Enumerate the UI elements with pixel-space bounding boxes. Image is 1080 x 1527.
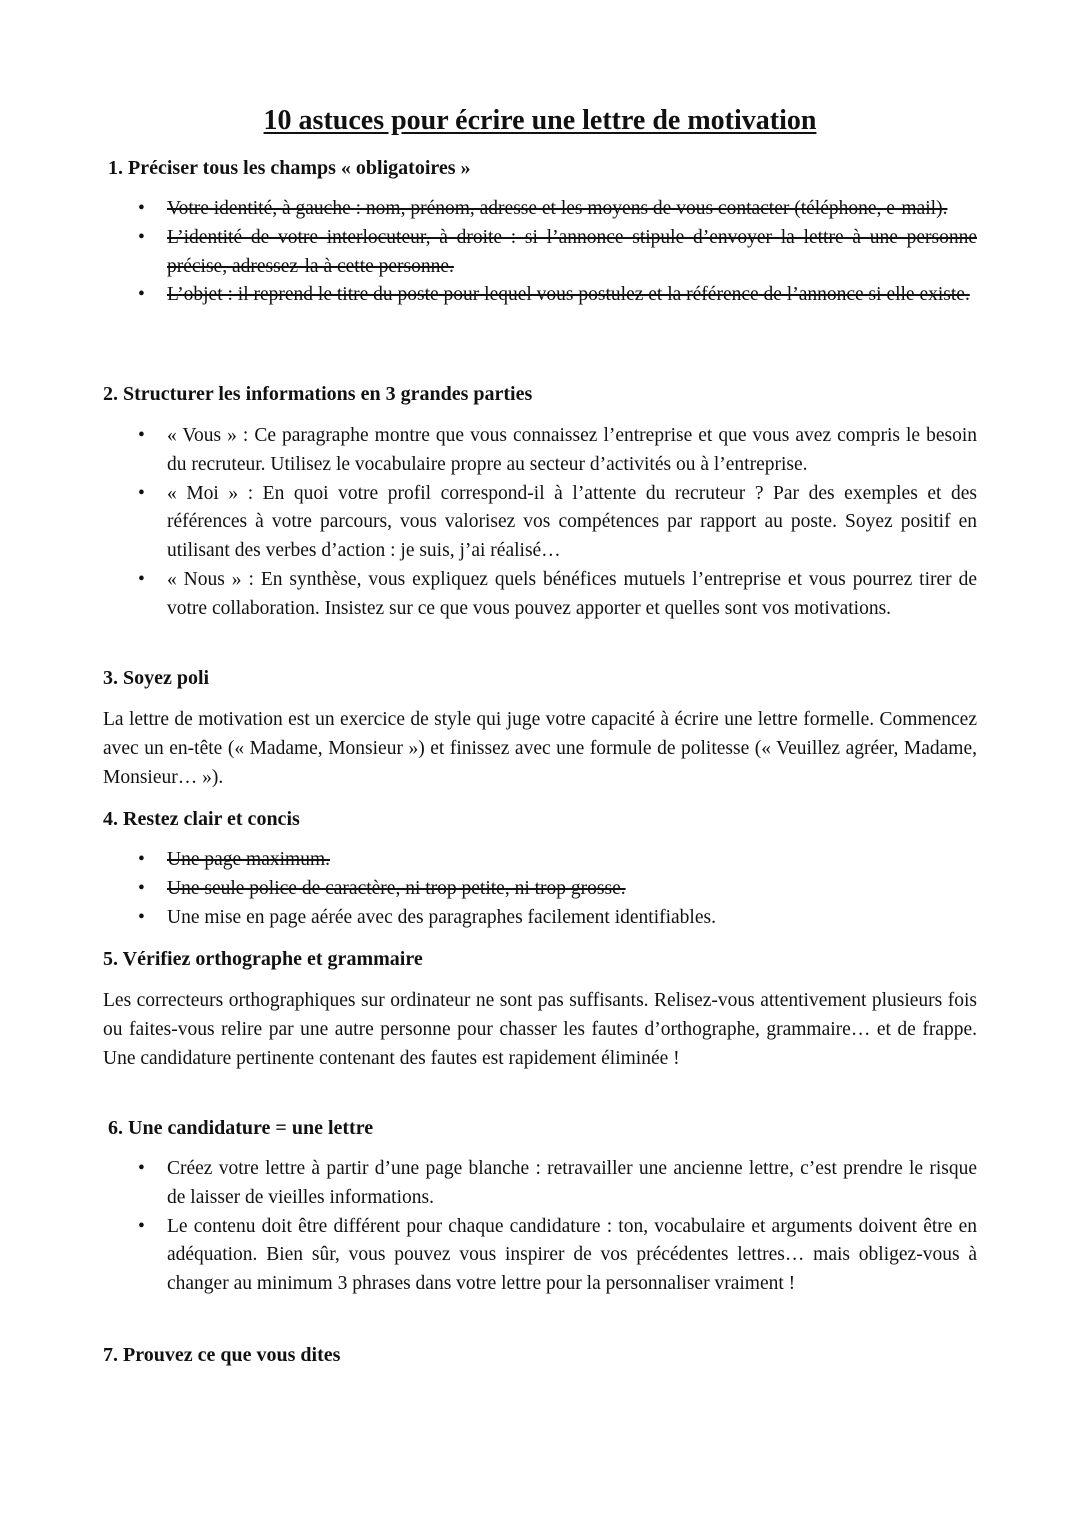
list-item: • Une mise en page aérée avec des paragraphes facilement identifiables. xyxy=(138,904,977,933)
list-item: • Votre identité, à gauche : nom, prénom, adresse et les moyens de vous contacter (téléphone, e-mail). xyxy=(138,195,977,224)
section-4-list xyxy=(138,846,977,932)
section-5-heading: 5. Vérifiez orthographe et grammaire xyxy=(103,948,423,970)
section-2-heading: 2. Structurer les informations en 3 grandes parties xyxy=(103,383,533,405)
list-item: • « Nous » : En synthèse, vous expliquez quels bénéfices mutuels l’entreprise et vous pourrez tirer de votre collaboration. Insistez sur ce que vous pouvez apporter et quelles sont vos motivations. xyxy=(138,566,977,624)
list-item: • Une page maximum. xyxy=(138,846,977,875)
list-item: • Une seule police de caractère, ni trop petite, ni trop grosse. xyxy=(138,875,977,904)
section-3-heading: 3. Soyez poli xyxy=(103,667,210,689)
page-title: 10 astuces pour écrire une lettre de motivation xyxy=(263,105,817,136)
section-6-heading: 6. Une candidature = une lettre xyxy=(108,1117,374,1139)
section-3-paragraph: La lettre de motivation est un exercice de style qui juge votre capacité à écrire une lettre formelle. Commencez avec un en-tête (« Madame, Monsieur ») et finissez avec une formule de politesse (« Veuillez agréer, Madame, Monsieur… »). xyxy=(103,709,977,788)
section-4-heading: 4. Restez clair et concis xyxy=(103,808,300,830)
section-6-list xyxy=(138,1155,977,1299)
section-1-heading: 1. Préciser tous les champs « obligatoires » xyxy=(108,157,471,179)
list-item: • « Vous » : Ce paragraphe montre que vous connaissez l’entreprise et que vous avez compris le besoin du recruteur. Utilisez le vocabulaire propre au secteur d’activités ou à l’entreprise. xyxy=(138,422,977,480)
section-1-list xyxy=(138,195,977,310)
list-item: • L’identité de votre interlocuteur, à droite : si l’annonce stipule d’envoyer la lettre à une personne précise, adressez-la à cette personne. xyxy=(138,224,977,282)
list-item: • « Moi » : En quoi votre profil correspond-il à l’attente du recruteur ? Par des exemples et des références à votre parcours, vous valorisez vos compétences par rapport au poste. Soyez positif en utilisant des verbes d’action : je suis, j’ai réalisé… xyxy=(138,480,977,566)
section-7-heading: 7. Prouvez ce que vous dites xyxy=(103,1344,341,1366)
section-2-list xyxy=(138,422,977,624)
list-item: • Le contenu doit être différent pour chaque candidature : ton, vocabulaire et arguments doivent être en adéquation. Bien sûr, vous pouvez vous inspirer de vos précédentes lettres… mais obligez-vous à changer au minimum 3 phrases dans votre lettre pour la personnaliser vraiment ! xyxy=(138,1213,977,1299)
section-5-paragraph: Les correcteurs orthographiques sur ordinateur ne sont pas suffisants. Relisez-vous attentivement plusieurs fois ou faites-vous relire par une autre personne pour chasser les fautes d’orthographe, grammaire… et de frappe. Une candidature pertinente contenant des fautes est rapidement éliminée ! xyxy=(103,990,977,1069)
list-item: • L’objet : il reprend le titre du poste pour lequel vous postulez et la référence de l’annonce si elle existe. xyxy=(138,281,977,310)
list-item: • Créez votre lettre à partir d’une page blanche : retravailler une ancienne lettre, c’est prendre le risque de laisser de vieilles informations. xyxy=(138,1155,977,1213)
